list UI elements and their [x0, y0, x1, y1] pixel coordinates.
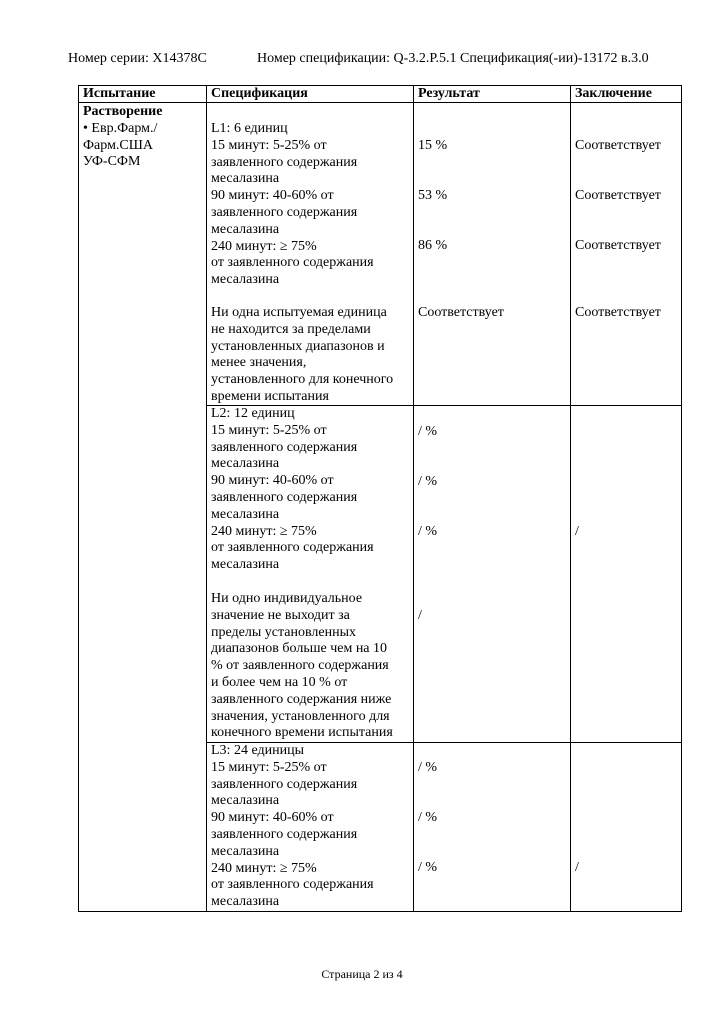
- spec-line: значение не выходит за: [211, 607, 350, 623]
- result-value: / %: [418, 810, 438, 825]
- level-title: L1: 6 единиц: [211, 121, 288, 136]
- result-value: 86 %: [418, 238, 448, 253]
- column-header-specification: Спецификация: [211, 86, 308, 101]
- spec-line: месалазина: [211, 894, 280, 910]
- spec-line: Ни одно индивидуальное: [211, 591, 363, 606]
- spec-line: заявленного содержания ниже: [211, 691, 392, 707]
- page-number: Страница 2 из 4: [321, 967, 403, 981]
- spec-line: Ни одна испытуемая единица: [211, 305, 387, 320]
- result-value: / %: [418, 524, 438, 539]
- spec-line: 240 минут: ≥ 75%: [211, 860, 317, 876]
- spec-line: месалазина: [211, 171, 280, 187]
- spec-line: 15 минут: 5-25% от: [211, 422, 327, 438]
- conclusion-value: /: [575, 860, 579, 875]
- spec-line: заявленного содержания: [211, 826, 358, 842]
- spec-line: месалазина: [211, 557, 280, 573]
- spec-line: от заявленного содержания: [211, 255, 374, 271]
- spec-line: месалазина: [211, 456, 280, 472]
- conclusion-value: Соответствует: [575, 138, 661, 153]
- spec-line: 90 минут: 40-60% от: [211, 810, 334, 826]
- conclusion-value: Соответствует: [575, 188, 661, 203]
- test-cell: [83, 104, 162, 171]
- column-divider: [206, 86, 207, 911]
- spec-line: 240 минут: ≥ 75%: [211, 523, 317, 539]
- spec-line: % от заявленного содержания: [211, 658, 389, 674]
- result-value: 15 %: [418, 138, 448, 153]
- level1-criterion: [211, 305, 393, 406]
- batch-number: Номер серии: X14378C: [68, 51, 207, 66]
- result-value: / %: [418, 474, 438, 489]
- header-divider: [79, 102, 681, 103]
- conclusion-value: Соответствует: [575, 305, 661, 320]
- conclusion-value: Соответствует: [575, 238, 661, 253]
- spec-line: заявленного содержания: [211, 204, 358, 220]
- spec-line: значения, установленного для: [211, 708, 390, 724]
- spec-line: 15 минут: 5-25% от: [211, 759, 327, 775]
- spec-line: 240 минут: ≥ 75%: [211, 238, 317, 254]
- level1-spec: [211, 121, 374, 289]
- conclusion-value: /: [575, 524, 579, 539]
- column-divider: [413, 86, 414, 911]
- column-header-conclusion: Заключение: [575, 86, 652, 101]
- spec-line: заявленного содержания: [211, 154, 358, 170]
- spec-line: установленных диапазонов и: [211, 338, 385, 354]
- spec-line: от заявленного содержания: [211, 877, 374, 893]
- level-title: L2: 12 единиц: [211, 406, 295, 421]
- column-divider: [570, 86, 571, 911]
- result-value: / %: [418, 860, 438, 875]
- spec-line: пределы установленных: [211, 624, 356, 640]
- result-value: /: [418, 608, 422, 623]
- spec-line: 90 минут: 40-60% от: [211, 473, 334, 489]
- result-value: 53 %: [418, 188, 448, 203]
- spec-line: месалазина: [211, 506, 280, 522]
- test-method-line: • Евр.Фарм./: [83, 120, 158, 136]
- spec-line: месалазина: [211, 793, 280, 809]
- results-table: [78, 85, 682, 912]
- spec-line: 15 минут: 5-25% от: [211, 137, 327, 153]
- spec-line: месалазина: [211, 272, 280, 288]
- spec-line: от заявленного содержания: [211, 540, 374, 556]
- level3-spec: [211, 743, 374, 911]
- result-value: / %: [418, 760, 438, 775]
- spec-line: заявленного содержания: [211, 439, 358, 455]
- result-value: / %: [418, 424, 438, 439]
- result-value: Соответствует: [418, 305, 504, 320]
- level2-spec: [211, 406, 374, 574]
- spec-line: диапазонов больше чем на 10: [211, 641, 388, 657]
- test-name: Растворение: [83, 104, 163, 119]
- level-title: L3: 24 единицы: [211, 743, 304, 758]
- spec-line: заявленного содержания: [211, 489, 358, 505]
- spec-line: месалазина: [211, 221, 280, 237]
- spec-line: конечного времени испытания: [211, 725, 393, 741]
- spec-line: 90 минут: 40-60% от: [211, 188, 334, 204]
- spec-line: менее значения,: [211, 355, 307, 371]
- spec-line: времени испытания: [211, 388, 329, 404]
- column-header-test: Испытание: [83, 86, 156, 101]
- spec-line: не находится за пределами: [211, 321, 371, 337]
- column-header-result: Результат: [418, 86, 480, 101]
- test-method-line: Фарм.США: [83, 137, 153, 153]
- spec-line: заявленного содержания: [211, 776, 358, 792]
- specification-number: Номер спецификации: Q-3.2.P.5.1 Спецификация(-ии)-13172 в.3.0: [257, 51, 649, 66]
- level2-criterion: [211, 591, 393, 742]
- test-method-line: УФ-СФМ: [83, 154, 141, 170]
- spec-line: установленного для конечного: [211, 372, 394, 388]
- spec-line: и более чем на 10 % от: [211, 674, 348, 690]
- spec-line: месалазина: [211, 843, 280, 859]
